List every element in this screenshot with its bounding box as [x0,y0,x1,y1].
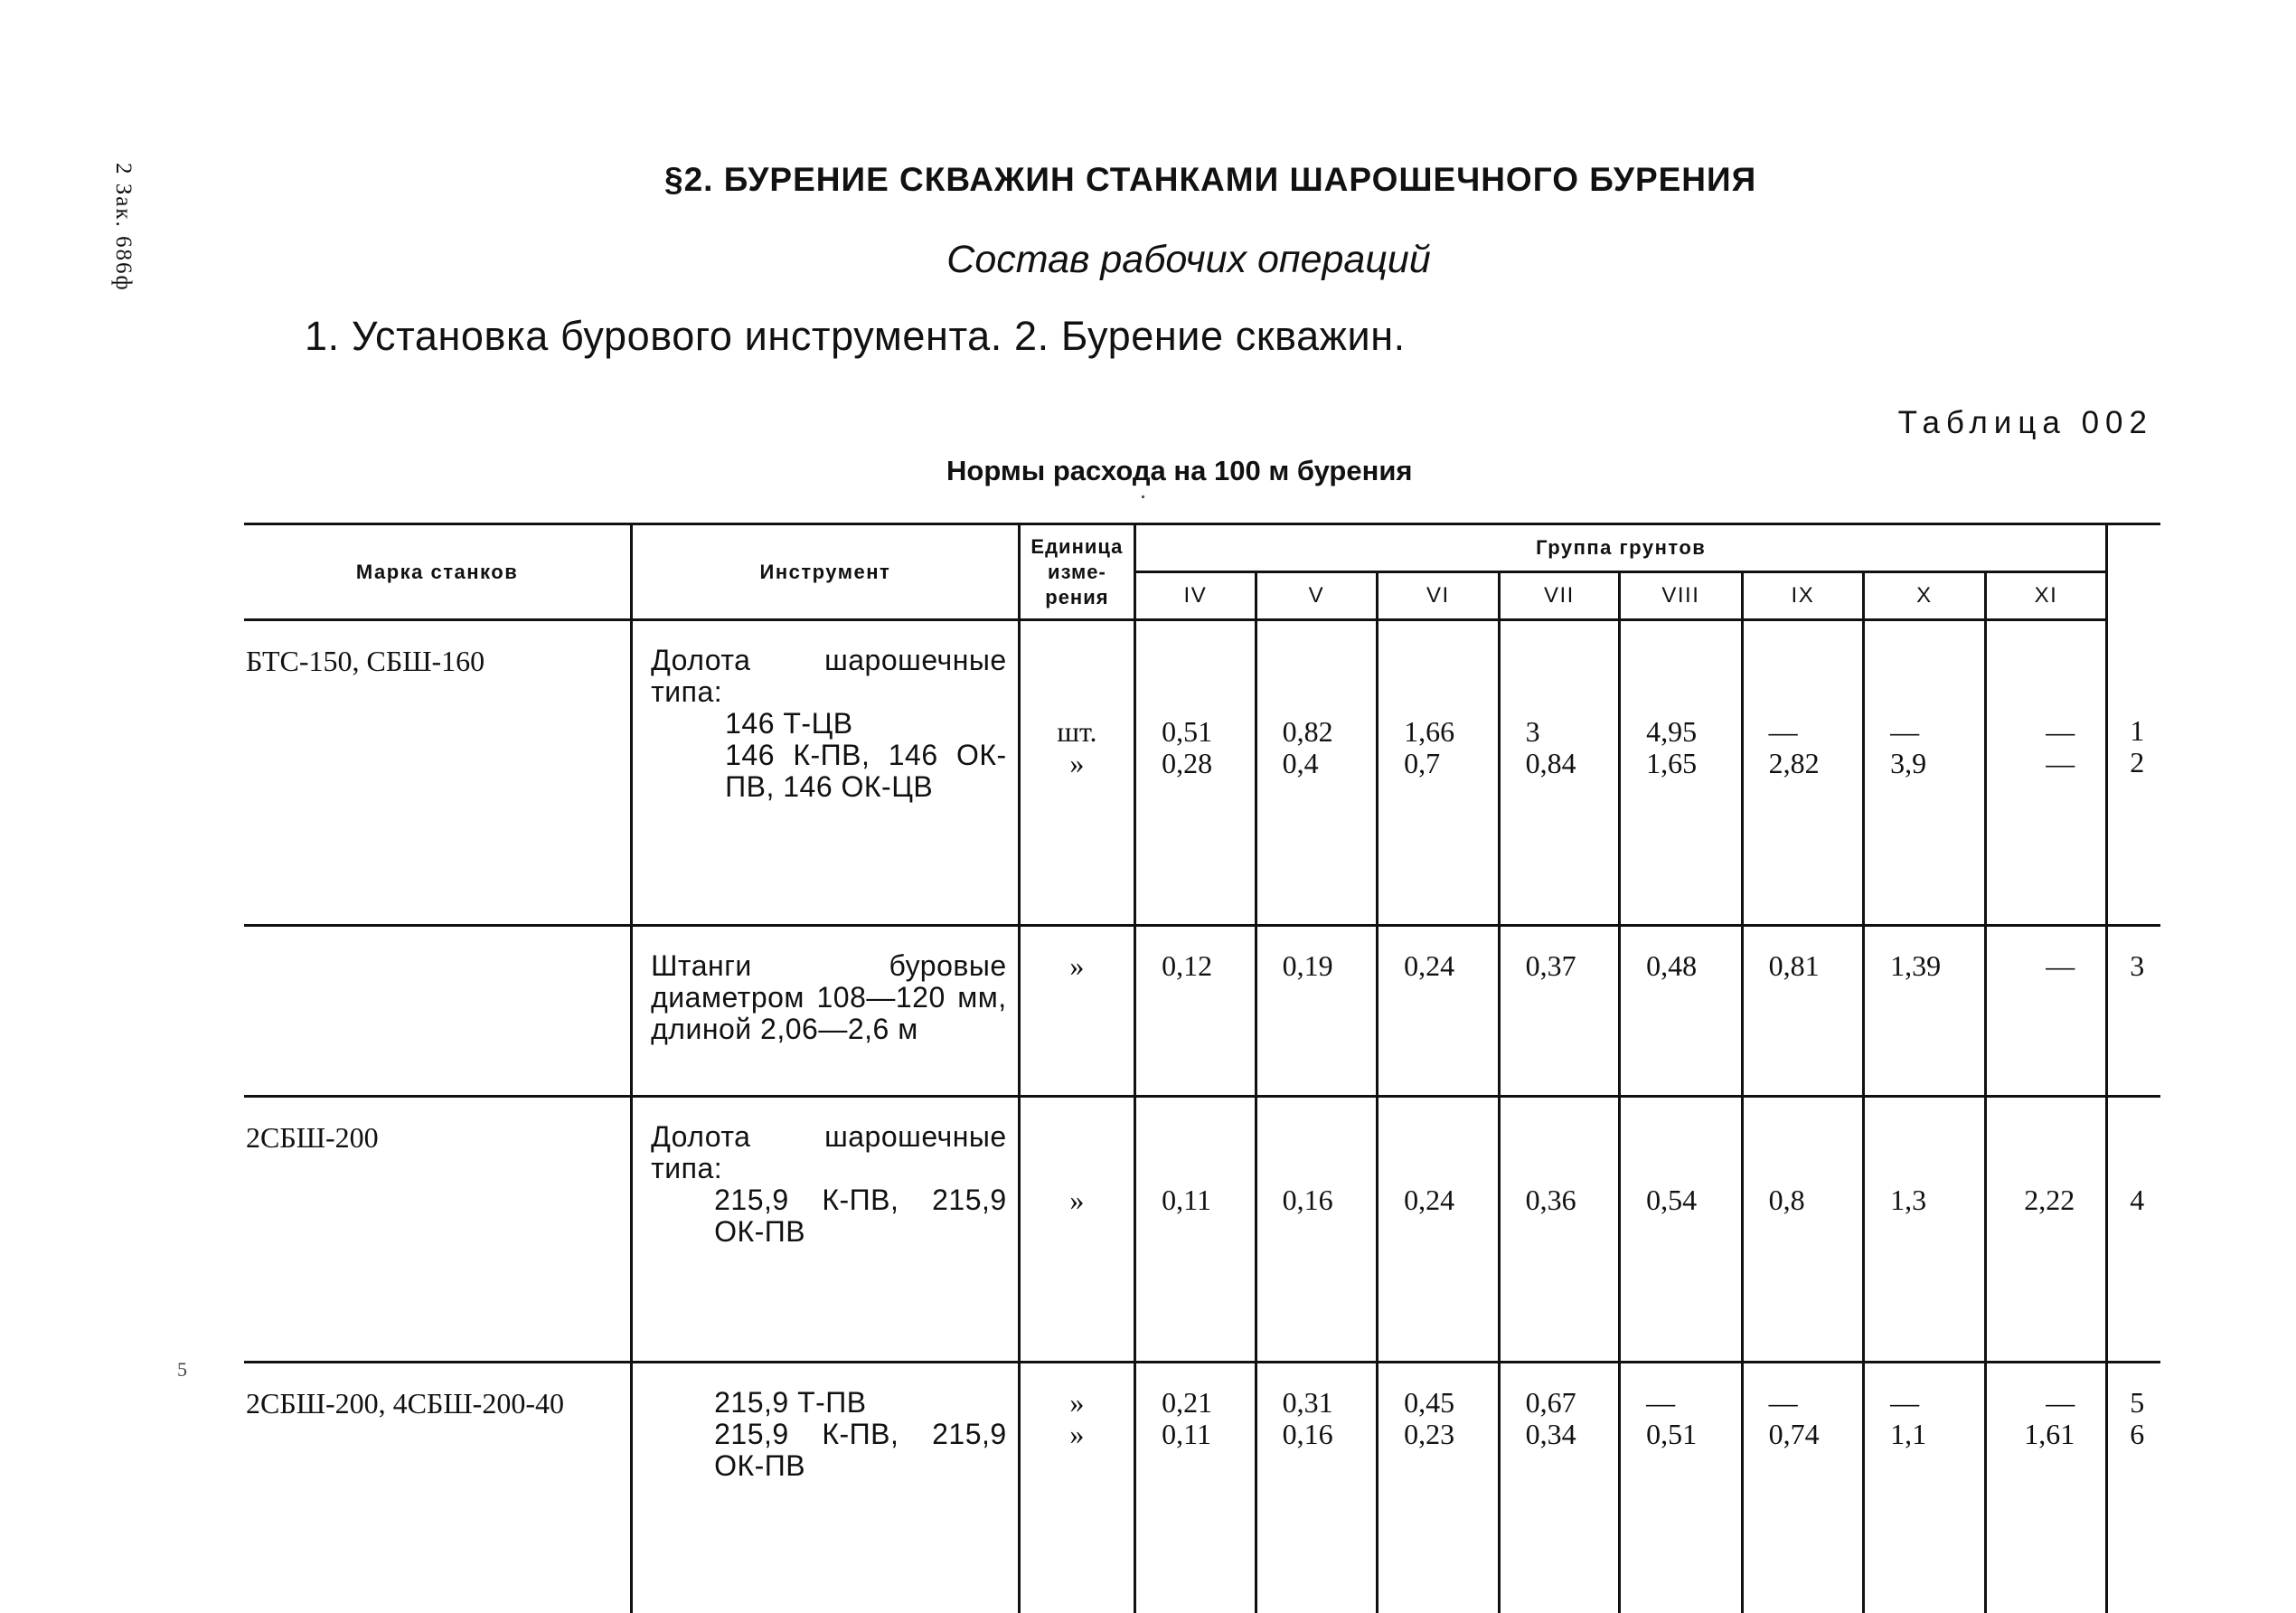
operations-text: 1. Установка бурового инструмента. 2. Бурение скважин. [305,313,1406,360]
value-cell [1499,620,1619,926]
value: 0,34 [1526,1419,1618,1450]
value: 0,19 [1283,950,1377,982]
value-cell [1864,1363,1986,1613]
table-row [244,620,2160,926]
value: 4,95 [1646,716,1741,748]
value: 0,51 [1162,716,1254,748]
table-label: Таблица 002 [1898,405,2153,441]
value: 0,67 [1526,1387,1618,1419]
value-cell [1742,1097,1864,1363]
value: — [1769,716,1863,748]
section-heading: §2. БУРЕНИЕ СКВАЖИН СТАНКАМИ ШАРОШЕЧНОГО БУРЕНИЯ [664,161,1756,199]
tool-item: 215,9 К-ПВ, 215,9 ОК-ПВ [651,1184,1007,1248]
value-cell [1864,926,1986,1097]
value-cell [1985,926,2107,1097]
unit-cell [1019,926,1134,1097]
value-cell [1499,1363,1619,1613]
tool-cell [632,1097,1020,1363]
value-cell [1378,620,1500,926]
row-number: 6 [2130,1419,2160,1450]
value-cell [1864,1097,1986,1363]
value-cell [1378,926,1500,1097]
value: 0,81 [1769,950,1863,982]
tool-cell [632,620,1020,926]
unit-header-line: Единица [1021,534,1134,560]
value: 0,8 [1769,1184,1863,1216]
brand-cell [244,926,632,1097]
value-cell [1985,620,2107,926]
value: 3 [1526,716,1618,748]
value-cell [1135,1097,1256,1363]
tool-cell [632,1363,1020,1613]
value-cell [1378,1363,1500,1613]
group-header: X [1864,572,1986,620]
table-row [244,1363,2160,1613]
header-row [244,524,2160,572]
value: 0,74 [1769,1419,1863,1450]
value-cell [1985,1097,2107,1363]
unit-value: » [1021,748,1134,779]
value: 0,12 [1162,950,1254,982]
value: 1,39 [1890,950,1984,982]
row-number: 4 [2130,1184,2160,1216]
unit-cell [1019,620,1134,926]
unit-value: » [1021,1387,1134,1419]
value: 0,37 [1526,950,1618,982]
norms-table [244,523,2160,1613]
value: 0,82 [1283,716,1377,748]
group-header: VI [1378,572,1500,620]
tool-item: 146 Т-ЦВ [651,708,1007,740]
value-cell [1864,620,1986,926]
value: — [1769,1387,1863,1419]
value-cell [1620,1097,1743,1363]
tool-title: Долота шарошечные [651,645,1007,676]
unit-cell [1019,1097,1134,1363]
col-header-unit [1019,524,1134,620]
value: — [1890,716,1984,748]
group-header: V [1256,572,1378,620]
value-cell [1742,926,1864,1097]
value: 0,11 [1162,1184,1254,1216]
value: 2,82 [1769,748,1863,779]
row-number-cell [2107,620,2160,926]
value-cell [1135,620,1256,926]
value: 1,3 [1890,1184,1984,1216]
value: 0,54 [1646,1184,1741,1216]
value: 2,22 [2012,1184,2075,1216]
value: 0,51 [1646,1419,1741,1450]
value-cell [1135,926,1256,1097]
table-row [244,1097,2160,1363]
value-cell [1742,620,1864,926]
row-number: 3 [2130,950,2160,982]
tool-title: типа: [651,1153,1007,1184]
value-cell [1256,926,1378,1097]
value-cell [1620,926,1743,1097]
value: 0,23 [1404,1419,1498,1450]
print-speck [1142,495,1144,498]
row-number-cell [2107,926,2160,1097]
tool-item: 215,9 К-ПВ, 215,9 ОК-ПВ [651,1419,1007,1482]
value-cell [1620,1363,1743,1613]
tool-cell: Штанги буровые диаметром 108—120 мм, длиной 2,06—2,6 м [632,926,1020,1097]
unit-header-line: изме- [1021,560,1134,585]
value: 3,9 [1890,748,1984,779]
col-header-tool: Инструмент [632,524,1020,620]
value-cell [1135,1363,1256,1613]
unit-value: шт. [1021,716,1134,748]
value: 0,4 [1283,748,1377,779]
operations-title: Состав рабочих операций [0,238,2296,282]
row-number: 1 [2130,715,2160,747]
value: 0,11 [1162,1419,1254,1450]
value-cell [1256,620,1378,926]
value: — [2012,748,2075,779]
tool-item: 146 К-ПВ, 146 ОК-ПВ, 146 ОК-ЦВ [651,740,1007,803]
row-number: 5 [2130,1387,2160,1419]
brand-cell: БТС-150, СБШ-160 [244,620,632,926]
value: 0,21 [1162,1387,1254,1419]
value: 0,28 [1162,748,1254,779]
margin-order-note: 2 Зак. 686ф [110,163,136,292]
value: 1,1 [1890,1419,1984,1450]
value-cell [1742,1363,1864,1613]
value: 1,66 [1404,716,1498,748]
unit-value: » [1021,950,1134,982]
col-header-row-number [2107,524,2160,620]
tool-title: типа: [651,676,1007,708]
value: — [1890,1387,1984,1419]
value-cell [1499,1097,1619,1363]
value: 0,16 [1283,1184,1377,1216]
tool-title: Долота шарошечные [651,1121,1007,1153]
row-number-cell [2107,1097,2160,1363]
col-header-soil-group: Группа грунтов [1135,524,2107,572]
value: — [2012,716,2075,748]
value: 1,65 [1646,748,1741,779]
group-header: IX [1742,572,1864,620]
group-header: IV [1135,572,1256,620]
value: 0,24 [1404,950,1498,982]
group-header: VIII [1620,572,1743,620]
tool-item: 215,9 Т-ПВ [651,1387,1007,1419]
value: 0,24 [1404,1184,1498,1216]
row-number-cell [2107,1363,2160,1613]
value: 0,31 [1283,1387,1377,1419]
unit-cell [1019,1363,1134,1613]
row-number: 2 [2130,747,2160,778]
value: 0,7 [1404,748,1498,779]
group-header: XI [1985,572,2107,620]
value-cell [1378,1097,1500,1363]
value-cell [1256,1363,1378,1613]
value: 0,36 [1526,1184,1618,1216]
value-cell [1985,1363,2107,1613]
value: — [2012,950,2075,982]
value: 0,48 [1646,950,1741,982]
value: 0,16 [1283,1419,1377,1450]
unit-header-line: рения [1021,585,1134,610]
value: 0,84 [1526,748,1618,779]
value-cell [1620,620,1743,926]
brand-cell: 2СБШ-200, 4СБШ-200-40 [244,1363,632,1613]
unit-value: » [1021,1184,1134,1216]
margin-mark: 5 [177,1358,187,1382]
brand-cell: 2СБШ-200 [244,1097,632,1363]
value: 1,61 [2012,1419,2075,1450]
unit-value: » [1021,1419,1134,1450]
value-cell [1256,1097,1378,1363]
value: — [2012,1387,2075,1419]
table-caption: Нормы расхода на 100 м бурения [946,455,1412,487]
group-header: VII [1499,572,1619,620]
col-header-brand: Марка станков [244,524,632,620]
table-row [244,926,2160,1097]
value: — [1646,1387,1741,1419]
value-cell [1499,926,1619,1097]
value: 0,45 [1404,1387,1498,1419]
